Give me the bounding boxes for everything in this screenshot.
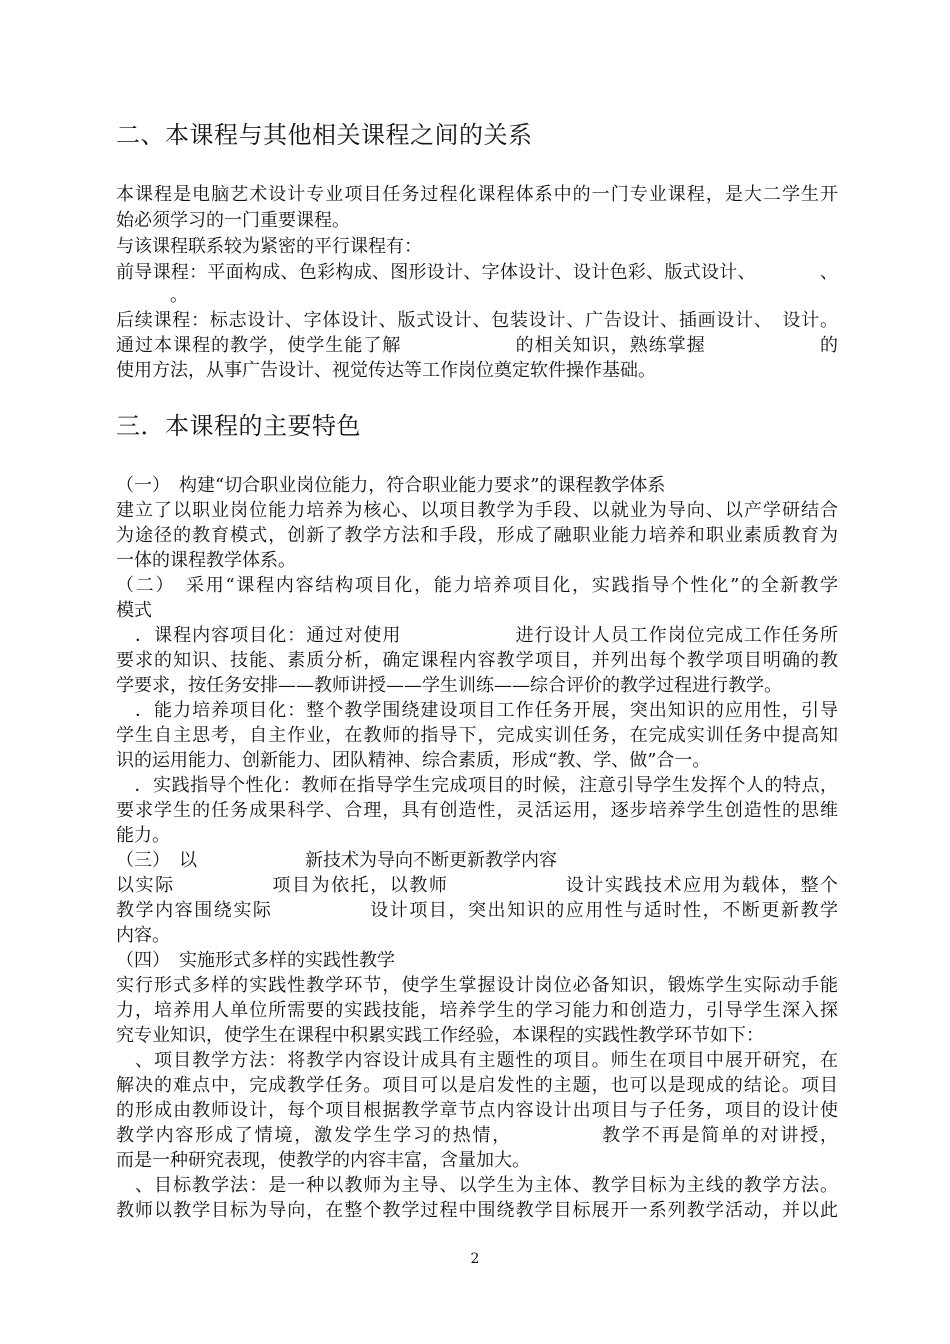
section-3-line: 识的运用能力、创新能力、团队精神、综合素质，形成“教、学、做”合一。 bbox=[116, 750, 711, 771]
section-3-line: 模式 bbox=[116, 600, 152, 621]
section-3-line: 教师以教学目标为导向，在整个教学过程中围绕教学目标展开一系列教学活动，并以此 bbox=[116, 1200, 838, 1221]
section-3-line: 的形成由教师设计，每个项目根据教学章节点内容设计出项目与子任务，项目的设计使 bbox=[116, 1100, 838, 1121]
section-3-line: ．实践指导个性化：教师在指导学生完成项目的时候，注意引导学生发挥个人的特点， bbox=[116, 775, 838, 796]
section-2-heading: 二、本课程与其他相关课程之间的关系 bbox=[116, 121, 533, 149]
section-3-line: 建立了以职业岗位能力培养为核心、以项目教学为手段、以就业为导向、以产学研结合 bbox=[116, 500, 838, 521]
section-2-line: 后续课程：标志设计、字体设计、版式设计、包装设计、广告设计、插画设计、 设计。 bbox=[116, 310, 838, 331]
section-3-line: 解决的难点中，完成教学任务。项目可以是启发性的主题，也可以是现成的结论。项目 bbox=[116, 1075, 838, 1096]
section-2-line: 始必须学习的一门重要课程。 bbox=[116, 210, 350, 231]
section-3-line: 学生自主思考，自主作业，在教师的指导下，完成实训任务，在完成实训任务中提高知 bbox=[116, 725, 838, 746]
page-number: 2 bbox=[470, 1251, 480, 1267]
section-3-line: （四） 实施形式多样的实践性教学 bbox=[116, 950, 395, 971]
section-2-line: 使用方法，从事广告设计、视觉传达等工作岗位奠定软件操作基础。 bbox=[116, 360, 656, 381]
section-3-line: 为途径的教育模式，创新了教学方法和手段，形成了融职业能力培养和职业素质教育为 bbox=[116, 525, 838, 546]
section-3-line: 而是一种研究表现，使教学的内容丰富，含量加大。 bbox=[116, 1150, 530, 1171]
section-3-line: 一体的课程教学体系。 bbox=[116, 550, 296, 571]
section-3-line: 究专业知识，使学生在课程中积累实践工作经验，本课程的实践性教学环节如下： bbox=[116, 1025, 764, 1046]
section-3-line: 教学内容形成了情境，激发学生学习的热情， 教学不再是简单的对讲授， bbox=[116, 1125, 838, 1146]
section-2-line: 与该课程联系较为紧密的平行课程有： bbox=[116, 236, 422, 257]
section-3-line: 学要求，按任务安排——教师讲授——学生训练——综合评价的教学过程进行教学。 bbox=[116, 675, 782, 696]
section-3-line: 内容。 bbox=[116, 925, 170, 946]
section-3-line: （一） 构建“切合职业岗位能力，符合职业能力要求”的课程教学体系 bbox=[116, 475, 666, 496]
section-2-line: 。 bbox=[116, 285, 188, 306]
section-2-line: 本课程是电脑艺术设计专业项目任务过程化课程体系中的一门专业课程，是大二学生开 bbox=[116, 184, 838, 205]
section-3-line: （三） 以 新技术为导向不断更新教学内容 bbox=[116, 850, 557, 871]
section-3-line: ．能力培养项目化：整个教学围绕建设项目工作任务开展，突出知识的应用性，引导 bbox=[116, 700, 838, 721]
section-3-line: 以实际 项目为依托，以教师 设计实践技术应用为载体，整个 bbox=[116, 875, 838, 896]
section-3-line: 教学内容围绕实际 设计项目，突出知识的应用性与适时性，不断更新教学 bbox=[116, 900, 838, 921]
section-3-line: 要求的知识、技能、素质分析，确定课程内容教学项目，并列出每个教学项目明确的教 bbox=[116, 650, 838, 671]
section-3-line: （二） 采用“课程内容结构项目化，能力培养项目化，实践指导个性化”的全新教学 bbox=[116, 575, 838, 596]
section-3-line: 要求学生的任务成果科学、合理，具有创造性，灵活运用，逐步培养学生创造性的思维 bbox=[116, 800, 838, 821]
section-3-line: 能力。 bbox=[116, 825, 170, 846]
section-3-line: 实行形式多样的实践性教学环节，使学生掌握设计岗位必备知识，锻炼学生实际动手能 bbox=[116, 975, 838, 996]
section-3-line: 、目标教学法：是一种以教师为主导、以学生为主体、教学目标为主线的教学方法。 bbox=[116, 1175, 838, 1196]
section-3-line: 、项目教学方法：将教学内容设计成具有主题性的项目。师生在项目中展开研究，在 bbox=[116, 1050, 838, 1071]
section-2-line: 通过本课程的教学，使学生能了解 的相关知识，熟练掌握 的 bbox=[116, 335, 838, 356]
section-3-heading: 三．本课程的主要特色 bbox=[116, 412, 361, 440]
section-3-line: 力，培养用人单位所需要的实践技能，培养学生的学习能力和创造力，引导学生深入探 bbox=[116, 1000, 838, 1021]
section-2-line: 前导课程：平面构成、色彩构成、图形设计、字体设计、设计色彩、版式设计、 、 bbox=[116, 262, 838, 283]
section-3-line: ．课程内容项目化：通过对使用 进行设计人员工作岗位完成工作任务所 bbox=[116, 625, 838, 646]
